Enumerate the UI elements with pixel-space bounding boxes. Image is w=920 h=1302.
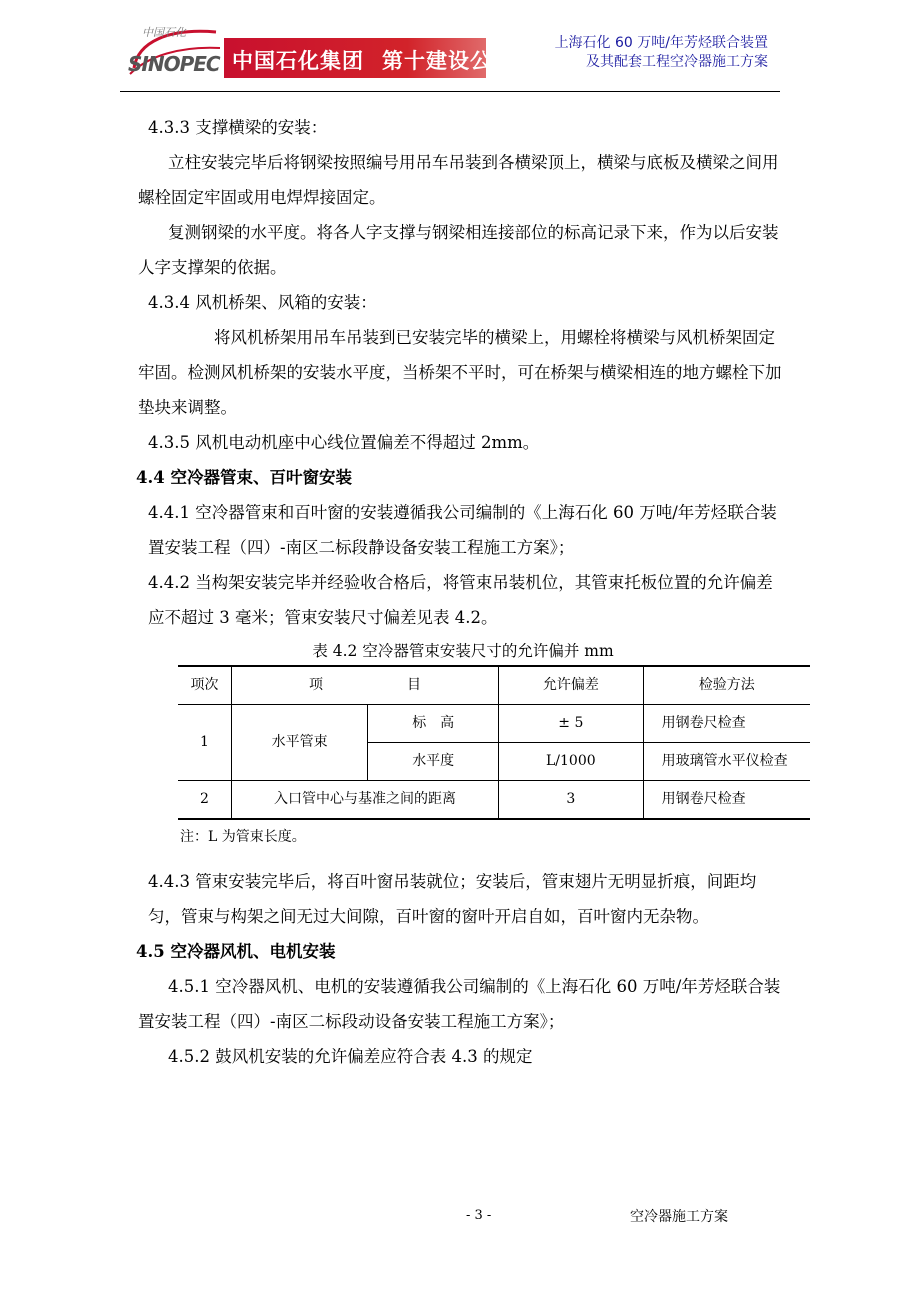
section-4-4-2: 4.4.2 当构架安装完毕并经验收合格后，将管束吊装机位，其管束托板位置的允许偏差应不超过 3 毫米；管束安装尺寸偏差见表 4.2。 — [148, 573, 773, 627]
project-title-line2: 及其配套工程空冷器施工方案 — [586, 54, 768, 70]
footer-doc-title: 空冷器施工方案 — [630, 1209, 728, 1225]
row1a-tolerance: ± 5 — [499, 705, 644, 743]
section-4-3-3-title: 4.3.3 支撑横梁的安装： — [148, 118, 328, 137]
logo-brand-text: SINOPEC — [128, 52, 220, 76]
project-title — [468, 34, 768, 72]
section-4-5-heading: 4.5 空冷器风机、电机安装 — [136, 942, 336, 961]
section-4-3-4-para: 将风机桥架用吊车吊装到已安装完毕的横梁上，用螺栓将横梁与风机桥架固定牢固。检测风机桥架的安装水平度，当桥架不平时，可在桥架与横梁相连的地方螺栓下加垫块来调整。 — [138, 328, 782, 417]
table-row — [178, 781, 810, 820]
section-4-4-heading: 4.4 空冷器管束、百叶窗安装 — [136, 468, 352, 487]
document-body — [138, 110, 788, 1074]
table-note: 注：L 为管束长度。 — [180, 829, 306, 845]
sinopec-logo-mark — [128, 22, 224, 78]
col-header-item-a: 项 — [309, 677, 324, 693]
section-4-5-2: 4.5.2 鼓风机安装的允许偏差应符合表 4.3 的规定 — [168, 1047, 533, 1066]
row1b-item: 水平度 — [368, 743, 499, 781]
row2-tolerance: 3 — [499, 781, 644, 820]
row1-group: 水平管束 — [231, 705, 367, 781]
row1b-tolerance: L/1000 — [499, 743, 644, 781]
division-name: 第十建设公司 — [382, 49, 514, 73]
row2-method: 用钢卷尺检查 — [643, 781, 810, 820]
company-logo — [128, 22, 514, 78]
page-header — [0, 0, 920, 88]
table-row — [178, 705, 810, 743]
row1-index: 1 — [178, 705, 231, 781]
row2-index: 2 — [178, 781, 231, 820]
logo-script-text: 中国石化 — [142, 26, 186, 39]
row1a-item: 标 高 — [368, 705, 499, 743]
section-4-3-5: 4.3.5 风机电动机座中心线位置偏差不得超过 2mm。 — [148, 433, 540, 452]
row1b-method: 用玻璃管水平仪检查 — [643, 743, 810, 781]
col-header-item-b: 目 — [407, 677, 422, 693]
section-4-5-1: 4.5.1 空冷器风机、电机的安装遵循我公司编制的《上海石化 60 万吨/年芳烃联合装置安装工程（四）-南区二标段动设备安装工程施工方案》； — [138, 977, 781, 1031]
page-number: - 3 - — [466, 1208, 492, 1223]
col-header-method: 检验方法 — [643, 666, 810, 705]
project-title-line1: 上海石化 60 万吨/年芳烃联合装置 — [554, 35, 768, 51]
header-divider — [120, 91, 780, 92]
col-header-item — [231, 666, 498, 705]
section-4-4-1: 4.4.1 空冷器管束和百叶窗的安装遵循我公司编制的《上海石化 60 万吨/年芳烃联合装置安装工程（四）-南区二标段静设备安装工程施工方案》； — [148, 503, 777, 557]
company-name: 中国石化集团 — [232, 49, 364, 73]
section-4-3-3-para-1: 立柱安装完毕后将钢梁按照编号用吊车吊装到各横梁顶上，横梁与底板及横梁之间用螺栓固定牢固或用电焊焊接固定。 — [138, 153, 779, 207]
col-header-tolerance: 允许偏差 — [499, 666, 644, 705]
row2-item: 入口管中心与基准之间的距离 — [231, 781, 498, 820]
section-4-3-4-title: 4.3.4 风机桥架、风箱的安装： — [148, 293, 377, 312]
row1a-method: 用钢卷尺检查 — [643, 705, 810, 743]
section-4-3-3-para-2: 复测钢梁的水平度。将各人字支撑与钢梁相连接部位的标高记录下来，作为以后安装人字支撑架的依据。 — [138, 223, 779, 277]
table-header-row — [178, 666, 810, 705]
col-header-index: 项次 — [178, 666, 231, 705]
section-4-4-3: 4.4.3 管束安装完毕后，将百叶窗吊装就位；安装后，管束翅片无明显折痕，间距均匀，管束与构架之间无过大间隙，百叶窗的窗叶开启自如，百叶窗内无杂物。 — [148, 872, 757, 926]
tolerance-table — [178, 665, 810, 820]
table-4-2-caption: 表 4.2 空冷器管束安装尺寸的允许偏并 mm — [312, 642, 614, 660]
